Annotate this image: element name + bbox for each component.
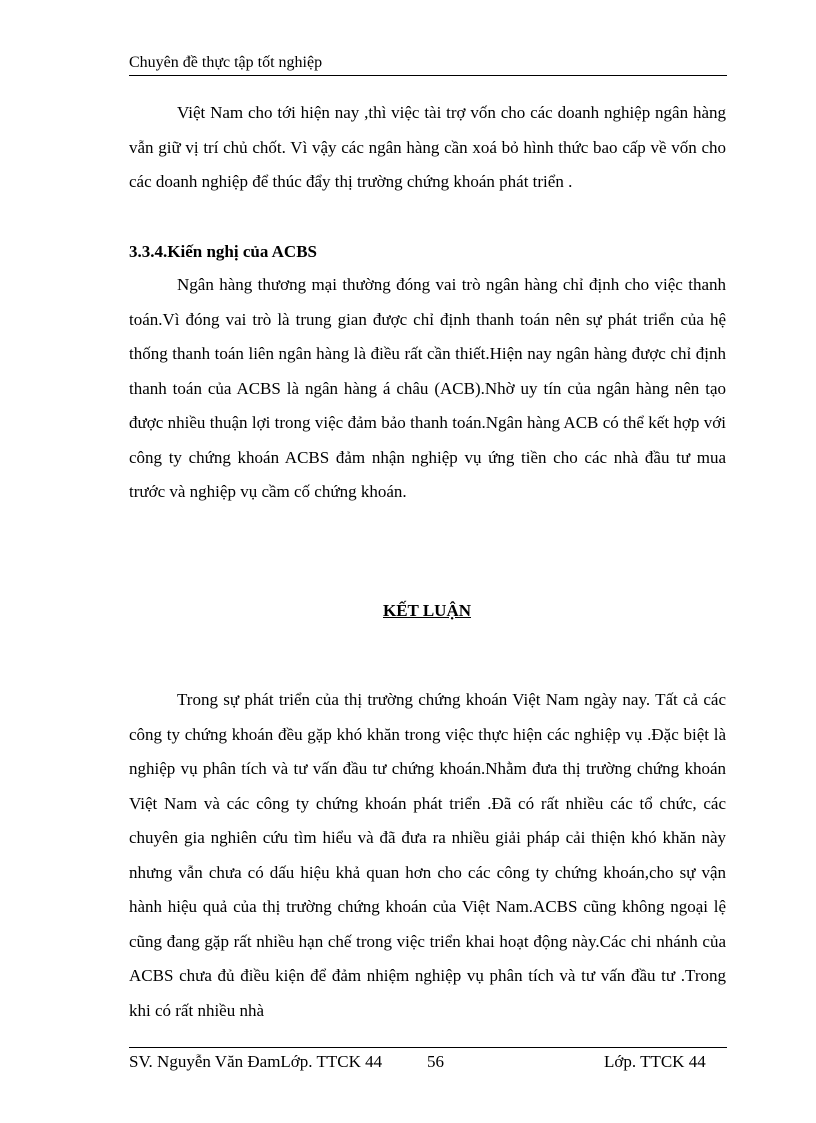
- footer-page-number: 56: [427, 1052, 444, 1071]
- paragraph-continuation: Việt Nam cho tới hiện nay ,thì việc tài trợ vốn cho các doanh nghiệp ngân hàng vẫn giữ vị trí chủ chốt. Vì vậy các ngân hàng cần xoá bỏ hình thức bao cấp về vốn cho các doanh nghiệp để thúc đẩy thị trường chứng khoán phát triển .: [129, 103, 726, 191]
- footer-rule: [129, 1047, 727, 1048]
- page-header: Chuyên đề thực tập tốt nghiệp: [129, 54, 323, 71]
- conclusion-title: KẾT LUẬN: [382, 601, 471, 620]
- footer-class: Lớp. TTCK 44: [604, 1052, 706, 1071]
- paragraph-recommendation: Ngân hàng thương mại thường đóng vai trò ngân hàng chỉ định cho việc thanh toán.Vì đóng vai trò là trung gian được chỉ định thanh toán nên sự phát triển của hệ thống thanh toán liên ngân hàng là điều rất cần thiết.Hiện nay ngân hàng được chỉ định thanh toán của ACBS là ngân hàng á châu (ACB).Nhờ uy tín của ngân hàng nên tạo được nhiều thuận lợi trong việc đảm bảo thanh toán.Ngân hàng ACB có thể kết hợp với công ty chứng khoán ACBS đảm nhận nghiệp vụ ứng tiền cho các nhà đầu tư mua trước và nghiệp vụ cầm cố chứng khoán.: [129, 275, 726, 501]
- header-rule: [129, 75, 727, 76]
- section-heading: 3.3.4.Kiến nghị của ACBS: [129, 242, 317, 261]
- paragraph-conclusion: Trong sự phát triển của thị trường chứng khoán Việt Nam ngày nay. Tất cả các công ty chứng khoán đều gặp khó khăn trong việc thực hiện các nghiệp vụ .Đặc biệt là nghiệp vụ phân tích và tư vấn đầu tư chứng khoán.Nhằm đưa thị trường chứng khoán Việt Nam và các công ty chứng khoán phát triển .Đã có rất nhiều các tổ chức, các chuyên gia nghiên cứu tìm hiểu và đã đưa ra nhiều giải pháp cải thiện khó khăn này nhưng vẫn chưa có dấu hiệu khả quan hơn cho các công ty chứng khoán,cho sự vận hành hiệu quả của thị trường chứng khoán của Việt Nam.ACBS cũng không ngoại lệ cũng đang gặp rất nhiều hạn chế trong việc triển khai hoạt động này.Các chi nhánh của ACBS chưa đủ điều kiện để đảm nhiệm nghiệp vụ phân tích và tư vấn đầu tư .Trong khi có rất nhiều nhà: [129, 690, 726, 1020]
- footer-student: SV. Nguyễn Văn ĐamLớp. TTCK 44: [129, 1052, 383, 1071]
